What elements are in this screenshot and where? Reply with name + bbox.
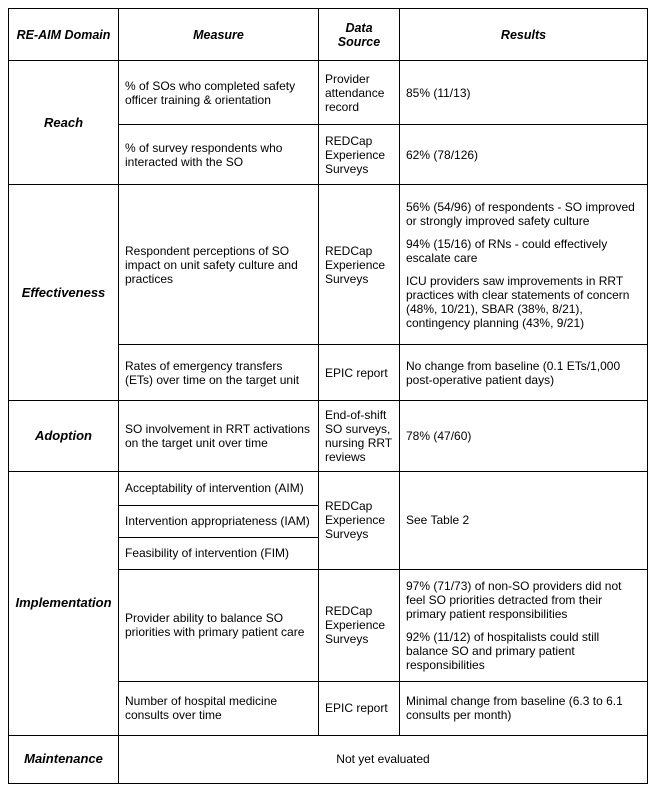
result-cell: Not yet evaluated bbox=[119, 735, 648, 783]
result-cell: See Table 2 bbox=[400, 471, 648, 569]
result-cell: Minimal change from baseline (6.3 to 6.1 consults per month) bbox=[400, 681, 648, 735]
result-cell: 62% (78/126) bbox=[400, 125, 648, 185]
table-row bbox=[9, 185, 648, 345]
source-cell: EPIC report bbox=[319, 345, 400, 401]
header-results: Results bbox=[400, 9, 648, 61]
table-row bbox=[9, 61, 648, 125]
table-row bbox=[9, 401, 648, 471]
table-row bbox=[9, 735, 648, 783]
result-cell bbox=[400, 185, 648, 345]
domain-maintenance: Maintenance bbox=[9, 735, 119, 783]
measure-cell: Intervention appropriateness (IAM) bbox=[119, 505, 319, 537]
result-line: ICU providers saw improvements in RRT practices with clear statements of concern (48%, 10/21), SBAR (38%, 8/21), contingency planning (43%, 9/21) bbox=[406, 273, 630, 330]
measure-cell: SO involvement in RRT activations on the target unit over time bbox=[119, 401, 319, 471]
result-cell bbox=[400, 569, 648, 681]
measure-cell: Provider ability to balance SO priorities with primary patient care bbox=[119, 569, 319, 681]
re-aim-results-table bbox=[8, 8, 648, 784]
measure-cell: Number of hospital medicine consults over time bbox=[119, 681, 319, 735]
measure-cell: Feasibility of intervention (FIM) bbox=[119, 537, 319, 569]
domain-effectiveness: Effectiveness bbox=[9, 185, 119, 401]
header-domain: RE-AIM Domain bbox=[9, 9, 119, 61]
source-cell: REDCap Experience Surveys bbox=[319, 569, 400, 681]
measure-cell: Acceptability of intervention (AIM) bbox=[119, 471, 319, 505]
result-line: 92% (11/12) of hospitalists could still balance SO and primary patient responsibilities bbox=[406, 629, 600, 672]
measure-cell: % of survey respondents who interacted with the SO bbox=[119, 125, 319, 185]
table-header-row bbox=[9, 9, 648, 61]
result-line: 94% (15/16) of RNs - could effectively escalate care bbox=[406, 236, 608, 265]
source-cell: REDCap Experience Surveys bbox=[319, 125, 400, 185]
measure-cell: Respondent perceptions of SO impact on unit safety culture and practices bbox=[119, 185, 319, 345]
result-line: 56% (54/96) of respondents - SO improved or strongly improved safety culture bbox=[406, 199, 635, 228]
header-data-source: Data Source bbox=[319, 9, 400, 61]
result-cell: 78% (47/60) bbox=[400, 401, 648, 471]
table-row bbox=[9, 471, 648, 505]
result-line: 97% (71/73) of non-SO providers did not feel SO priorities detracted from their primary patient responsibilities bbox=[406, 578, 622, 621]
result-cell: 85% (11/13) bbox=[400, 61, 648, 125]
source-cell: End-of-shift SO surveys, nursing RRT reviews bbox=[319, 401, 400, 471]
source-cell: Provider attendance record bbox=[319, 61, 400, 125]
result-cell: No change from baseline (0.1 ETs/1,000 post-operative patient days) bbox=[400, 345, 648, 401]
domain-adoption: Adoption bbox=[9, 401, 119, 471]
domain-reach: Reach bbox=[9, 61, 119, 185]
source-cell: REDCap Experience Surveys bbox=[319, 185, 400, 345]
measure-cell: % of SOs who completed safety officer training & orientation bbox=[119, 61, 319, 125]
source-cell: REDCap Experience Surveys bbox=[319, 471, 400, 569]
domain-implementation: Implementation bbox=[9, 471, 119, 735]
measure-cell: Rates of emergency transfers (ETs) over time on the target unit bbox=[119, 345, 319, 401]
header-measure: Measure bbox=[119, 9, 319, 61]
source-cell: EPIC report bbox=[319, 681, 400, 735]
